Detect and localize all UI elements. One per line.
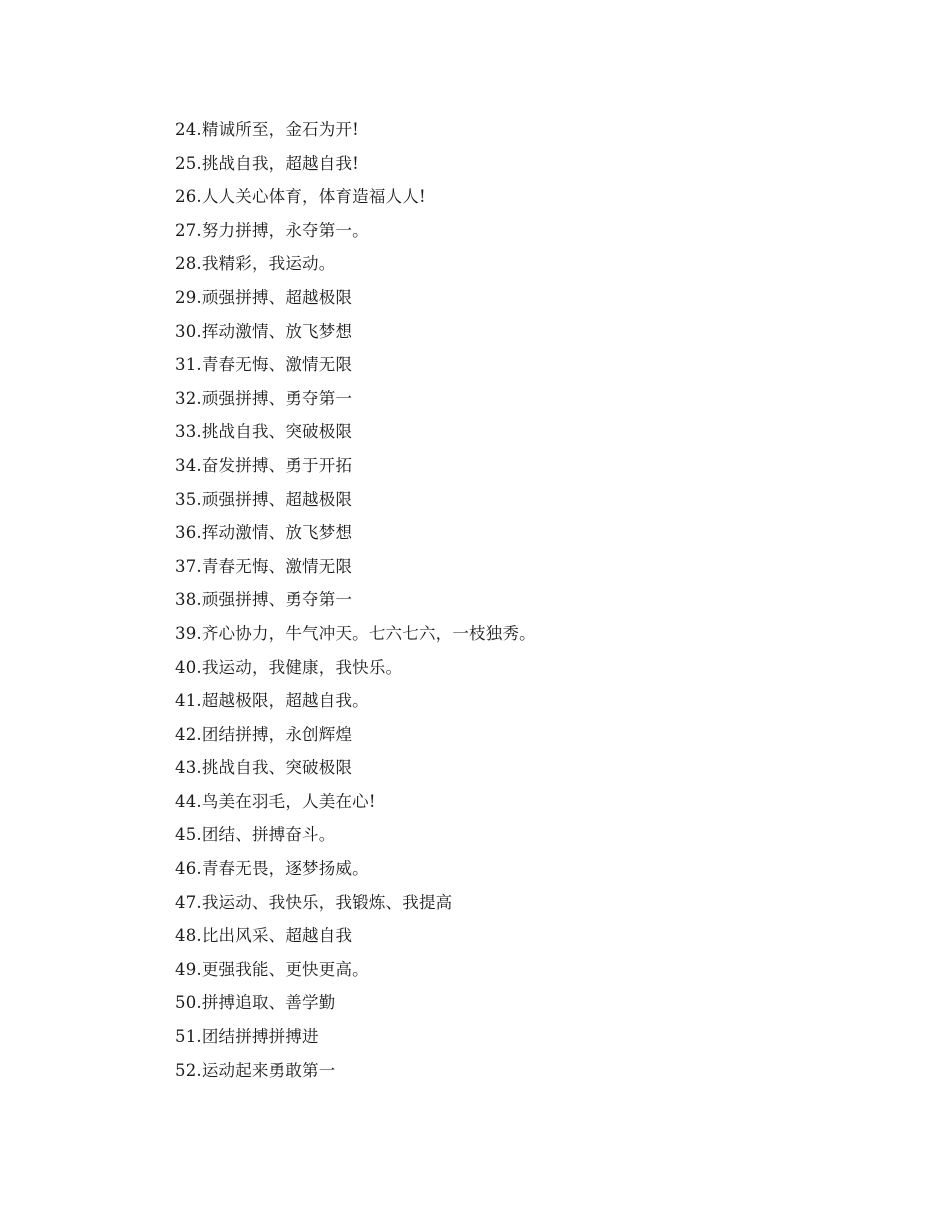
list-item: 28.我精彩，我运动。 — [175, 254, 336, 274]
list-item: 31.青春无悔、激情无限 — [175, 355, 353, 375]
list-item: 43.挑战自我、突破极限 — [175, 758, 353, 778]
list-item: 34.奋发拼搏、勇于开拓 — [175, 455, 353, 475]
list-item: 35.顽强拼搏、超越极限 — [175, 489, 353, 509]
list-item: 46.青春无畏，逐梦扬威。 — [175, 859, 369, 879]
list-item: 33.挑战自我、突破极限 — [175, 422, 353, 442]
list-item: 25.挑战自我，超越自我! — [175, 153, 359, 173]
list-item: 37.青春无悔、激情无限 — [175, 556, 353, 576]
list-item: 52.运动起来勇敢第一 — [175, 1060, 336, 1080]
list-item: 24.精诚所至，金石为开! — [175, 120, 359, 139]
list-item: 44.鸟美在羽毛，人美在心! — [175, 791, 376, 811]
list-item: 39.齐心协力，牛气冲天。七六七六，一枝独秀。 — [175, 623, 536, 643]
list-item: 48.比出风采、超越自我 — [175, 926, 353, 946]
list-item: 29.顽强拼搏、超越极限 — [175, 287, 353, 307]
list-item: 50.拼搏追取、善学勤 — [175, 993, 336, 1013]
list-item: 40.我运动，我健康，我快乐。 — [175, 657, 403, 677]
slogan-list — [175, 113, 536, 1087]
list-item: 27.努力拼搏，永夺第一。 — [175, 220, 369, 240]
list-item: 32.顽强拼搏、勇夺第一 — [175, 388, 353, 408]
list-item: 49.更强我能、更快更高。 — [175, 959, 369, 979]
list-item: 45.团结、拼搏奋斗。 — [175, 825, 336, 845]
list-item: 30.挥动激情、放飞梦想 — [175, 321, 353, 341]
list-item: 36.挥动激情、放飞梦想 — [175, 523, 353, 543]
list-item: 26.人人关心体育，体育造福人人! — [175, 187, 426, 207]
list-item: 47.我运动、我快乐，我锻炼、我提高 — [175, 892, 453, 912]
list-item: 41.超越极限，超越自我。 — [175, 691, 369, 711]
list-item: 51.团结拼搏拼搏进 — [175, 1027, 319, 1047]
list-item: 38.顽强拼搏、勇夺第一 — [175, 590, 353, 610]
list-item: 42.团结拼搏，永创辉煌 — [175, 724, 353, 744]
